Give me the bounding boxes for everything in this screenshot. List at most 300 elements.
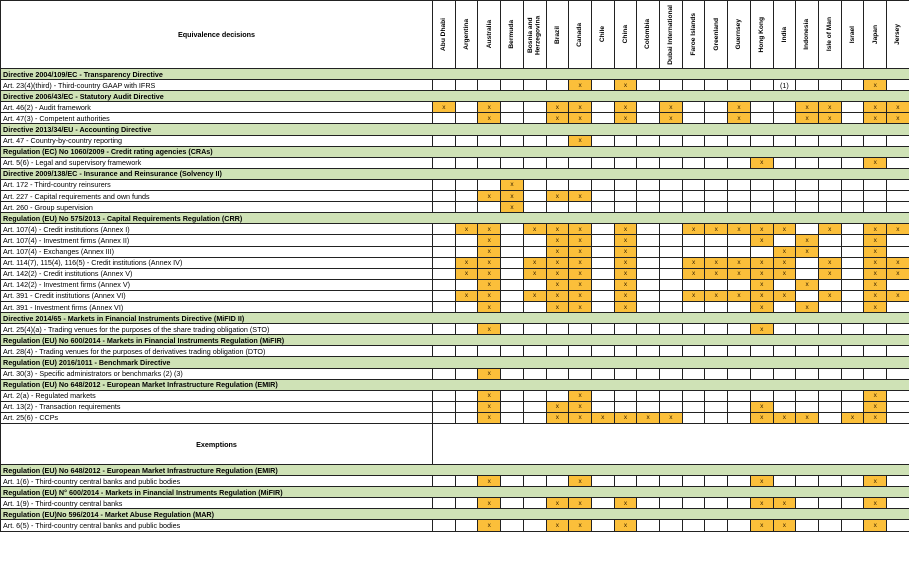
empty-cell bbox=[455, 235, 478, 246]
country-label: Bosnia and Herzegovina bbox=[527, 14, 542, 55]
empty-cell bbox=[773, 324, 796, 335]
equivalence-mark: x bbox=[569, 412, 592, 423]
equivalence-mark: x bbox=[614, 290, 637, 301]
equivalence-mark: x bbox=[569, 268, 592, 279]
section-row bbox=[1, 124, 909, 135]
empty-cell bbox=[637, 80, 660, 91]
equivalence-mark: x bbox=[614, 80, 637, 91]
empty-cell bbox=[523, 401, 546, 412]
empty-cell bbox=[728, 324, 751, 335]
equivalence-mark: x bbox=[796, 235, 819, 246]
row-label: Art. 2(a) - Regulated markets bbox=[1, 390, 433, 401]
empty-cell bbox=[501, 301, 524, 312]
empty-cell bbox=[773, 191, 796, 202]
empty-cell bbox=[569, 179, 592, 190]
empty-cell bbox=[705, 80, 728, 91]
equivalence-mark: x bbox=[728, 257, 751, 268]
empty-cell bbox=[637, 191, 660, 202]
empty-cell bbox=[591, 257, 614, 268]
empty-cell bbox=[501, 102, 524, 113]
country-label: Guernsey bbox=[735, 19, 743, 50]
empty-cell bbox=[705, 368, 728, 379]
empty-cell bbox=[637, 224, 660, 235]
empty-cell bbox=[523, 476, 546, 487]
equivalence-mark: x bbox=[750, 157, 773, 168]
table-row bbox=[1, 346, 909, 357]
section-title: Directive 2013/34/EU - Accounting Directive bbox=[1, 124, 909, 135]
empty-cell bbox=[887, 202, 909, 213]
equivalence-mark: x bbox=[546, 191, 569, 202]
equivalence-mark: x bbox=[614, 224, 637, 235]
table-row bbox=[1, 135, 909, 146]
table-row bbox=[1, 191, 909, 202]
empty-cell bbox=[614, 401, 637, 412]
equivalence-mark: x bbox=[864, 268, 887, 279]
empty-cell bbox=[841, 257, 864, 268]
equivalence-mark: x bbox=[887, 102, 909, 113]
empty-cell bbox=[728, 80, 751, 91]
empty-cell bbox=[705, 346, 728, 357]
equivalence-mark: x bbox=[864, 246, 887, 257]
exemptions-blank bbox=[433, 424, 909, 465]
empty-cell bbox=[841, 324, 864, 335]
table-row bbox=[1, 476, 909, 487]
equivalence-mark: x bbox=[864, 157, 887, 168]
equivalence-mark: x bbox=[546, 268, 569, 279]
empty-cell bbox=[660, 179, 683, 190]
empty-cell bbox=[614, 390, 637, 401]
equivalence-mark: x bbox=[773, 246, 796, 257]
empty-cell bbox=[660, 290, 683, 301]
empty-cell bbox=[864, 368, 887, 379]
equivalence-mark: x bbox=[455, 257, 478, 268]
empty-cell bbox=[818, 346, 841, 357]
row-label: Art. 47 - Country-by-country reporting bbox=[1, 135, 433, 146]
equivalence-mark: x bbox=[569, 520, 592, 531]
section-row bbox=[1, 168, 909, 179]
empty-cell bbox=[841, 80, 864, 91]
country-label: Faroe Islands bbox=[689, 13, 697, 56]
section-title: Regulation (EU) 2016/1011 - Benchmark Directive bbox=[1, 357, 909, 368]
empty-cell bbox=[501, 401, 524, 412]
empty-cell bbox=[501, 157, 524, 168]
equivalence-mark: x bbox=[887, 290, 909, 301]
equivalence-mark: x bbox=[455, 224, 478, 235]
empty-cell bbox=[546, 476, 569, 487]
row-label: Art. 47(3) - Competent authorities bbox=[1, 113, 433, 124]
empty-cell bbox=[660, 235, 683, 246]
equivalence-mark: x bbox=[773, 268, 796, 279]
empty-cell bbox=[750, 179, 773, 190]
empty-cell bbox=[523, 202, 546, 213]
empty-cell bbox=[660, 346, 683, 357]
equivalence-mark: x bbox=[455, 268, 478, 279]
empty-cell bbox=[887, 401, 909, 412]
table-row bbox=[1, 324, 909, 335]
equivalence-mark: x bbox=[818, 113, 841, 124]
empty-cell bbox=[728, 135, 751, 146]
country-label: Jersey bbox=[894, 24, 902, 45]
equivalence-mark: x bbox=[614, 412, 637, 423]
empty-cell bbox=[523, 246, 546, 257]
table-row bbox=[1, 80, 909, 91]
equivalence-mark: x bbox=[682, 290, 705, 301]
empty-cell bbox=[523, 102, 546, 113]
equivalence-mark: x bbox=[614, 102, 637, 113]
empty-cell bbox=[841, 301, 864, 312]
empty-cell bbox=[478, 135, 501, 146]
empty-cell bbox=[546, 179, 569, 190]
empty-cell bbox=[433, 113, 456, 124]
empty-cell bbox=[660, 368, 683, 379]
empty-cell bbox=[841, 246, 864, 257]
equivalence-mark: x bbox=[750, 224, 773, 235]
equivalence-mark: x bbox=[478, 368, 501, 379]
empty-cell bbox=[660, 301, 683, 312]
row-label: Art. 107(4) - Exchanges (Annex III) bbox=[1, 246, 433, 257]
empty-cell bbox=[728, 235, 751, 246]
empty-cell bbox=[523, 368, 546, 379]
empty-cell bbox=[682, 346, 705, 357]
table-row bbox=[1, 113, 909, 124]
empty-cell bbox=[591, 268, 614, 279]
empty-cell bbox=[637, 135, 660, 146]
empty-cell bbox=[501, 224, 524, 235]
empty-cell bbox=[682, 102, 705, 113]
section-row bbox=[1, 379, 909, 390]
empty-cell bbox=[818, 324, 841, 335]
empty-cell bbox=[682, 80, 705, 91]
empty-cell bbox=[887, 235, 909, 246]
equivalence-mark: x bbox=[614, 257, 637, 268]
equivalence-mark: x bbox=[478, 191, 501, 202]
equivalence-mark: x bbox=[682, 257, 705, 268]
equivalence-mark: x bbox=[569, 401, 592, 412]
empty-cell bbox=[682, 179, 705, 190]
empty-cell bbox=[614, 157, 637, 168]
equivalence-mark: x bbox=[478, 401, 501, 412]
empty-cell bbox=[728, 157, 751, 168]
empty-cell bbox=[501, 368, 524, 379]
equivalence-mark: x bbox=[569, 246, 592, 257]
empty-cell bbox=[523, 498, 546, 509]
empty-cell bbox=[569, 157, 592, 168]
empty-cell bbox=[546, 346, 569, 357]
empty-cell bbox=[887, 279, 909, 290]
empty-cell bbox=[773, 476, 796, 487]
row-label: Art. 107(4) - Investment firms (Annex II) bbox=[1, 235, 433, 246]
equivalence-mark: x bbox=[750, 257, 773, 268]
empty-cell bbox=[841, 498, 864, 509]
empty-cell bbox=[501, 279, 524, 290]
empty-cell bbox=[750, 102, 773, 113]
country-label: Colombia bbox=[644, 19, 652, 50]
empty-cell bbox=[660, 324, 683, 335]
empty-cell bbox=[660, 224, 683, 235]
equivalence-mark: x bbox=[750, 235, 773, 246]
empty-cell bbox=[682, 476, 705, 487]
equivalence-mark: x bbox=[864, 412, 887, 423]
empty-cell bbox=[433, 301, 456, 312]
empty-cell bbox=[682, 368, 705, 379]
empty-cell bbox=[818, 191, 841, 202]
empty-cell bbox=[501, 290, 524, 301]
country-header bbox=[750, 1, 773, 69]
empty-cell bbox=[591, 290, 614, 301]
equivalence-mark: x bbox=[478, 476, 501, 487]
empty-cell bbox=[773, 368, 796, 379]
empty-cell bbox=[728, 246, 751, 257]
empty-cell bbox=[796, 476, 819, 487]
equivalence-mark: x bbox=[546, 520, 569, 531]
empty-cell bbox=[728, 202, 751, 213]
equivalence-mark: x bbox=[478, 390, 501, 401]
equivalence-mark: x bbox=[818, 102, 841, 113]
empty-cell bbox=[455, 191, 478, 202]
empty-cell bbox=[796, 401, 819, 412]
equivalence-mark: x bbox=[614, 268, 637, 279]
country-header bbox=[614, 1, 637, 69]
empty-cell bbox=[637, 246, 660, 257]
empty-cell bbox=[887, 135, 909, 146]
section-row bbox=[1, 487, 909, 498]
country-label: Chile bbox=[599, 26, 607, 43]
empty-cell bbox=[433, 401, 456, 412]
empty-cell bbox=[523, 113, 546, 124]
empty-cell bbox=[501, 113, 524, 124]
equivalence-mark: x bbox=[546, 246, 569, 257]
equivalence-mark: x bbox=[750, 301, 773, 312]
row-label: Art. 5(6) - Legal and supervisory framework bbox=[1, 157, 433, 168]
empty-cell bbox=[569, 346, 592, 357]
equivalence-mark: x bbox=[818, 224, 841, 235]
equivalence-mark: x bbox=[660, 412, 683, 423]
equivalence-mark: x bbox=[796, 301, 819, 312]
country-header bbox=[887, 1, 909, 69]
empty-cell bbox=[796, 390, 819, 401]
empty-cell bbox=[614, 324, 637, 335]
equivalence-mark: x bbox=[614, 279, 637, 290]
empty-cell bbox=[750, 368, 773, 379]
country-label: Brazil bbox=[553, 25, 561, 44]
equivalence-mark: x bbox=[569, 80, 592, 91]
empty-cell bbox=[887, 157, 909, 168]
empty-cell bbox=[818, 179, 841, 190]
equivalence-mark: x bbox=[523, 257, 546, 268]
empty-cell bbox=[546, 80, 569, 91]
country-label: Dubai International bbox=[667, 4, 675, 65]
empty-cell bbox=[591, 324, 614, 335]
empty-cell bbox=[750, 390, 773, 401]
table-row bbox=[1, 498, 909, 509]
empty-cell bbox=[433, 520, 456, 531]
empty-cell bbox=[728, 520, 751, 531]
section-row bbox=[1, 357, 909, 368]
empty-cell bbox=[455, 412, 478, 423]
equivalence-mark: x bbox=[546, 301, 569, 312]
equivalence-mark: x bbox=[546, 412, 569, 423]
empty-cell bbox=[546, 390, 569, 401]
empty-cell bbox=[591, 202, 614, 213]
country-label: Israel bbox=[848, 25, 856, 44]
empty-cell bbox=[818, 401, 841, 412]
equivalence-mark: x bbox=[773, 257, 796, 268]
section-title: Regulation (EU) N° 600/2014 - Markets in Financial Instruments Regulation (MiFIR) bbox=[1, 487, 909, 498]
empty-cell bbox=[637, 401, 660, 412]
empty-cell bbox=[818, 235, 841, 246]
table-row bbox=[1, 202, 909, 213]
empty-cell bbox=[682, 157, 705, 168]
empty-cell bbox=[728, 498, 751, 509]
empty-cell bbox=[841, 179, 864, 190]
empty-cell bbox=[501, 498, 524, 509]
equivalence-mark: x bbox=[728, 290, 751, 301]
country-header bbox=[591, 1, 614, 69]
equivalence-mark: x bbox=[569, 191, 592, 202]
empty-cell bbox=[887, 390, 909, 401]
empty-cell bbox=[796, 324, 819, 335]
empty-cell bbox=[841, 390, 864, 401]
row-label: Art. 13(2) - Transaction requirements bbox=[1, 401, 433, 412]
empty-cell bbox=[773, 102, 796, 113]
table-row bbox=[1, 268, 909, 279]
empty-cell bbox=[546, 157, 569, 168]
empty-cell bbox=[841, 279, 864, 290]
section-row bbox=[1, 69, 909, 80]
country-header bbox=[818, 1, 841, 69]
equivalence-mark: x bbox=[433, 102, 456, 113]
empty-cell bbox=[523, 520, 546, 531]
empty-cell bbox=[705, 476, 728, 487]
equivalence-mark: x bbox=[864, 279, 887, 290]
equivalence-mark: x bbox=[478, 301, 501, 312]
empty-cell bbox=[750, 80, 773, 91]
equivalence-mark: x bbox=[569, 390, 592, 401]
empty-cell bbox=[682, 246, 705, 257]
section-title: Regulation (EU) No 648/2012 - European Market Infrastructure Regulation (EMIR) bbox=[1, 379, 909, 390]
empty-cell bbox=[591, 157, 614, 168]
header-row bbox=[1, 1, 909, 69]
equivalence-mark: x bbox=[546, 401, 569, 412]
table-row bbox=[1, 290, 909, 301]
equivalence-mark: x bbox=[546, 290, 569, 301]
empty-cell bbox=[591, 498, 614, 509]
empty-cell bbox=[478, 179, 501, 190]
empty-cell bbox=[705, 401, 728, 412]
empty-cell bbox=[705, 179, 728, 190]
empty-cell bbox=[818, 301, 841, 312]
row-label: Art. 142(2) - Credit institutions (Annex V) bbox=[1, 268, 433, 279]
equivalence-mark: x bbox=[614, 301, 637, 312]
empty-cell bbox=[455, 401, 478, 412]
empty-cell bbox=[841, 290, 864, 301]
empty-cell bbox=[455, 301, 478, 312]
empty-cell bbox=[818, 246, 841, 257]
empty-cell bbox=[591, 301, 614, 312]
row-label: Art. 260 - Group supervision bbox=[1, 202, 433, 213]
empty-cell bbox=[591, 235, 614, 246]
equivalence-mark: x bbox=[796, 102, 819, 113]
equivalence-mark: x bbox=[569, 279, 592, 290]
empty-cell bbox=[455, 324, 478, 335]
country-label: Isle of Man bbox=[826, 17, 834, 52]
empty-cell bbox=[433, 279, 456, 290]
country-header bbox=[455, 1, 478, 69]
empty-cell bbox=[818, 368, 841, 379]
equivalence-mark: x bbox=[569, 235, 592, 246]
empty-cell bbox=[818, 202, 841, 213]
equivalence-mark: x bbox=[614, 520, 637, 531]
empty-cell bbox=[591, 80, 614, 91]
empty-cell bbox=[455, 246, 478, 257]
empty-cell bbox=[433, 191, 456, 202]
empty-cell bbox=[501, 235, 524, 246]
empty-cell bbox=[682, 498, 705, 509]
empty-cell bbox=[591, 390, 614, 401]
empty-cell bbox=[523, 301, 546, 312]
empty-cell bbox=[455, 102, 478, 113]
section-title: Regulation (EC) No 1060/2009 - Credit rating agencies (CRAs) bbox=[1, 146, 909, 157]
empty-cell bbox=[796, 346, 819, 357]
empty-cell bbox=[796, 368, 819, 379]
exemptions-title: Exemptions bbox=[1, 424, 433, 465]
country-label: Abu Dhabi bbox=[440, 18, 448, 51]
equivalence-mark: x bbox=[614, 235, 637, 246]
empty-cell bbox=[591, 279, 614, 290]
row-label: Art. 142(2) - Investment firms (Annex V) bbox=[1, 279, 433, 290]
equivalence-mark: x bbox=[569, 257, 592, 268]
equivalence-mark: x bbox=[796, 113, 819, 124]
row-label: Art. 46(2) - Audit framework bbox=[1, 102, 433, 113]
equivalence-mark: x bbox=[773, 520, 796, 531]
row-label: Art. 1(9) - Third-country central banks bbox=[1, 498, 433, 509]
empty-cell bbox=[773, 279, 796, 290]
empty-cell bbox=[728, 401, 751, 412]
empty-cell bbox=[728, 390, 751, 401]
empty-cell bbox=[501, 257, 524, 268]
empty-cell bbox=[660, 257, 683, 268]
empty-cell bbox=[501, 476, 524, 487]
empty-cell bbox=[887, 412, 909, 423]
empty-cell bbox=[523, 235, 546, 246]
empty-cell bbox=[796, 290, 819, 301]
equivalence-mark: x bbox=[478, 498, 501, 509]
equivalence-mark: x bbox=[887, 224, 909, 235]
equivalence-mark: x bbox=[682, 224, 705, 235]
empty-cell bbox=[887, 301, 909, 312]
equivalence-mark: x bbox=[887, 257, 909, 268]
empty-cell bbox=[750, 346, 773, 357]
empty-cell bbox=[455, 179, 478, 190]
empty-cell bbox=[796, 80, 819, 91]
row-label: Art. 172 - Third-country reinsurers bbox=[1, 179, 433, 190]
empty-cell bbox=[569, 368, 592, 379]
empty-cell bbox=[773, 135, 796, 146]
country-header bbox=[523, 1, 546, 69]
empty-cell bbox=[728, 476, 751, 487]
equivalence-mark: x bbox=[728, 268, 751, 279]
section-title: Regulation (EU) No 575/2013 - Capital Requirements Regulation (CRR) bbox=[1, 213, 909, 224]
empty-cell bbox=[478, 80, 501, 91]
empty-cell bbox=[455, 80, 478, 91]
equivalence-mark: x bbox=[864, 301, 887, 312]
empty-cell bbox=[705, 191, 728, 202]
country-header bbox=[682, 1, 705, 69]
equivalence-mark: x bbox=[750, 412, 773, 423]
equivalence-mark: x bbox=[614, 246, 637, 257]
empty-cell bbox=[660, 80, 683, 91]
country-label: Argentina bbox=[462, 19, 470, 50]
